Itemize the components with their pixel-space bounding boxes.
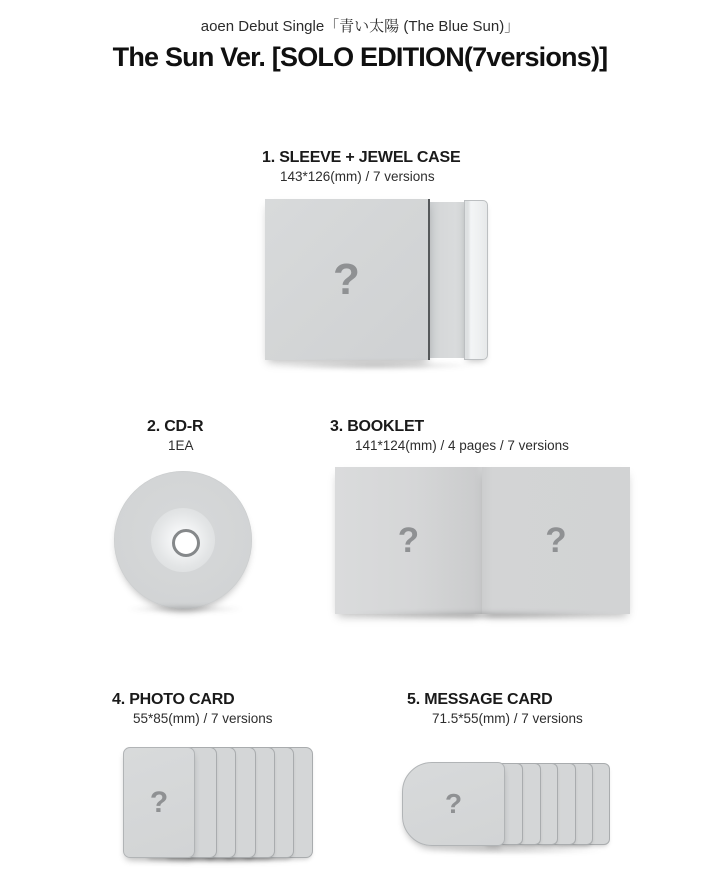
message-card-spec: 71.5*55(mm) / 7 versions (432, 711, 583, 726)
booklet-heading: 3. BOOKLET (330, 418, 425, 435)
photo-card-spec: 55*85(mm) / 7 versions (133, 711, 273, 726)
cd-spec: 1EA (168, 438, 194, 453)
message-card-heading: 5. MESSAGE CARD (407, 691, 553, 708)
cd-heading: 2. CD-R (147, 418, 204, 435)
booklet-spec: 141*124(mm) / 4 pages / 7 versions (355, 438, 569, 453)
booklet-left-placeholder-question-mark: ? (397, 520, 420, 560)
cd-disc-graphic (114, 471, 252, 609)
section-booklet-label (330, 417, 569, 454)
message-card-ground-shadow (410, 846, 606, 854)
section-sleeve-label (262, 148, 460, 185)
jewel-case-clear-edge-graphic (464, 200, 488, 360)
booklet-right-placeholder-question-mark: ? (545, 520, 567, 560)
section-photo-card-label (112, 690, 273, 727)
album-subtitle: aoen Debut Single「青い太陽 (The Blue Sun)」 (200, 18, 520, 35)
section-cd-label (147, 417, 203, 454)
page-title: The Sun Ver. [SOLO EDITION(7versions)] (112, 42, 608, 72)
photo-card-heading: 4. PHOTO CARD (112, 691, 235, 708)
jewel-case-tray-graphic (428, 202, 465, 358)
sleeve-graphic (265, 199, 430, 360)
sleeve-heading: 1. SLEEVE + JEWEL CASE (262, 149, 461, 166)
booklet-left-page-graphic (335, 467, 482, 614)
cd-ground-shadow (126, 605, 244, 613)
section-message-card-label (407, 690, 583, 727)
sleeve-spec: 143*126(mm) / 7 versions (280, 169, 435, 184)
sleeve-ground-shadow (272, 361, 478, 370)
booklet-right-page-graphic (482, 467, 630, 614)
message-card-placeholder-question-mark: ? (444, 788, 463, 819)
sleeve-placeholder-question-mark: ? (333, 254, 360, 304)
photo-card-placeholder-question-mark: ? (149, 785, 169, 819)
booklet-ground-shadow (345, 611, 621, 620)
photo-card-front (123, 747, 195, 858)
cd-center-hole-graphic (172, 529, 200, 557)
message-card-front (402, 762, 505, 846)
